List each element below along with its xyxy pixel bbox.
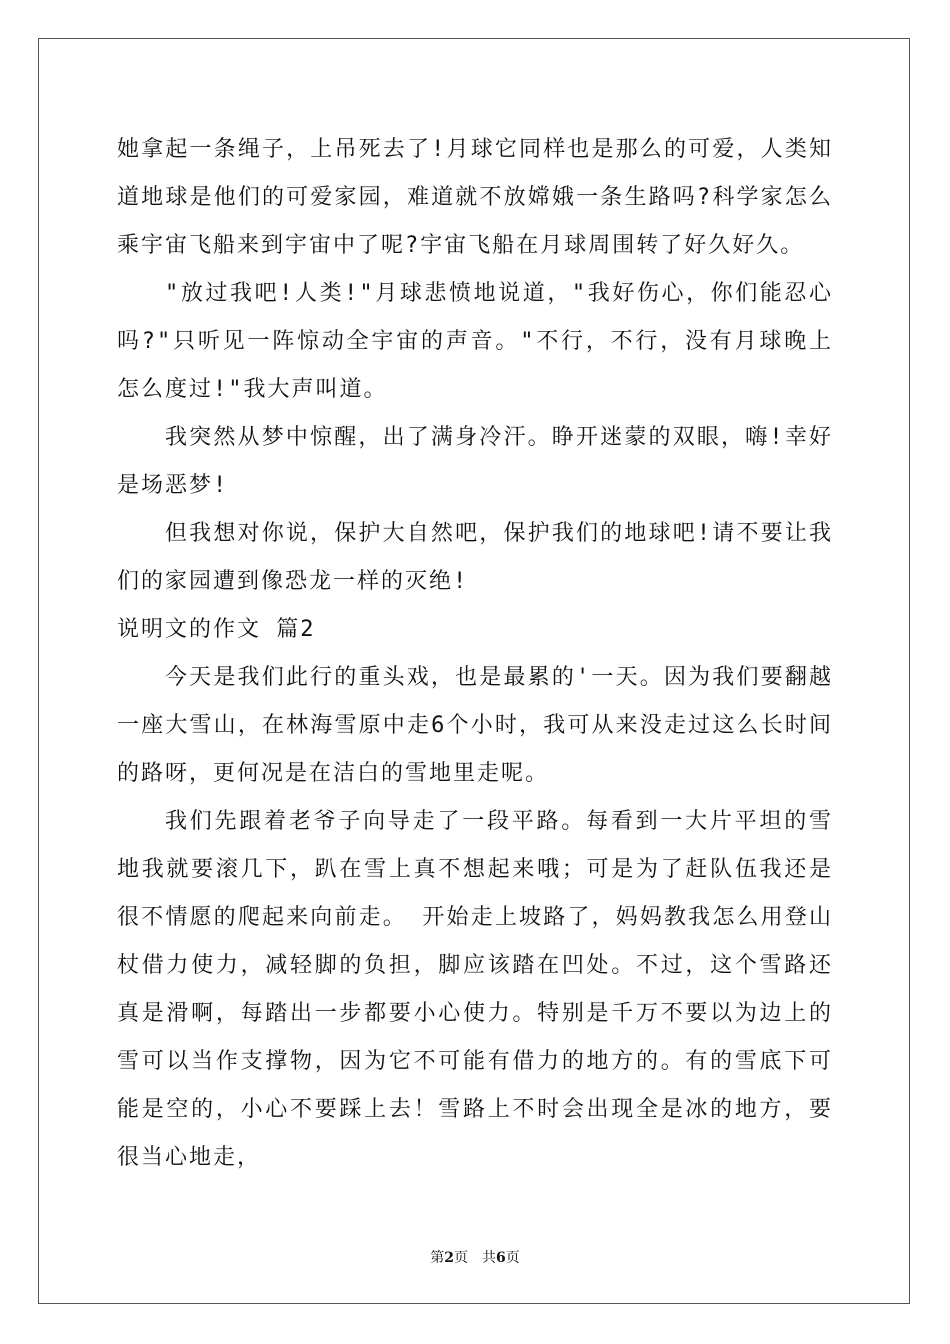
document-body bbox=[117, 126, 833, 1182]
paragraph-dialogue: "放过我吧!人类!"月球悲愤地说道，"我好伤心，你们能忍心吗?"只听见一阵惊动全宇宙的声音。"不行，不行，没有月球晚上怎么度过!"我大声叫道。 bbox=[117, 281, 833, 402]
paragraph-awake: 我突然从梦中惊醒，出了满身冷汗。睁开迷蒙的双眼，嗨!幸好是场恶梦! bbox=[117, 425, 833, 498]
page-footer bbox=[0, 1247, 950, 1267]
paragraph-appeal: 但我想对你说，保护大自然吧，保护我们的地球吧!请不要让我们的家园遭到像恐龙一样的灭绝! bbox=[117, 521, 833, 594]
paragraph-snow-mountain: 今天是我们此行的重头戏，也是最累的'一天。因为我们要翻越一座大雪山，在林海雪原中走6个小时，我可从来没走过这么长时间的路呀，更何况是在洁白的雪地里走呢。 bbox=[117, 665, 833, 786]
page-prefix: 第 bbox=[430, 1250, 445, 1266]
page-current: 2 bbox=[444, 1250, 454, 1266]
paragraph-snow-road: 我们先跟着老爷子向导走了一段平路。每看到一大片平坦的雪地我就要滚几下，趴在雪上真不想起来哦；可是为了赶队伍我还是很不情愿的爬起来向前走。 开始走上坡路了，妈妈教我怎么用登山杖借力使力，减轻脚的负担，脚应该踏在凹处。不过，这个雪路还真是滑啊，每踏出一步都要小心使力。特别是千万不要以为边上的雪可以当作支撑物，因为它不可能有借力的地方的。有的雪底下可能是空的，小心不要踩上去！雪路上不时会出现全是冰的地方，要很当心地走， bbox=[117, 809, 833, 1170]
total-suffix: 页 bbox=[505, 1250, 520, 1266]
page-suffix: 页 bbox=[454, 1250, 468, 1266]
total-prefix: 共 bbox=[482, 1250, 496, 1266]
section-heading: 说明文的作文 篇2 bbox=[117, 617, 316, 642]
page-total: 6 bbox=[496, 1250, 506, 1266]
paragraph-continued: 她拿起一条绳子，上吊死去了!月球它同样也是那么的可爱，人类知道地球是他们的可爱家园，难道就不放嫦娥一条生路吗?科学家怎么乘宇宙飞船来到宇宙中了呢?宇宙飞船在月球周围转了好久好久。 bbox=[117, 137, 833, 258]
